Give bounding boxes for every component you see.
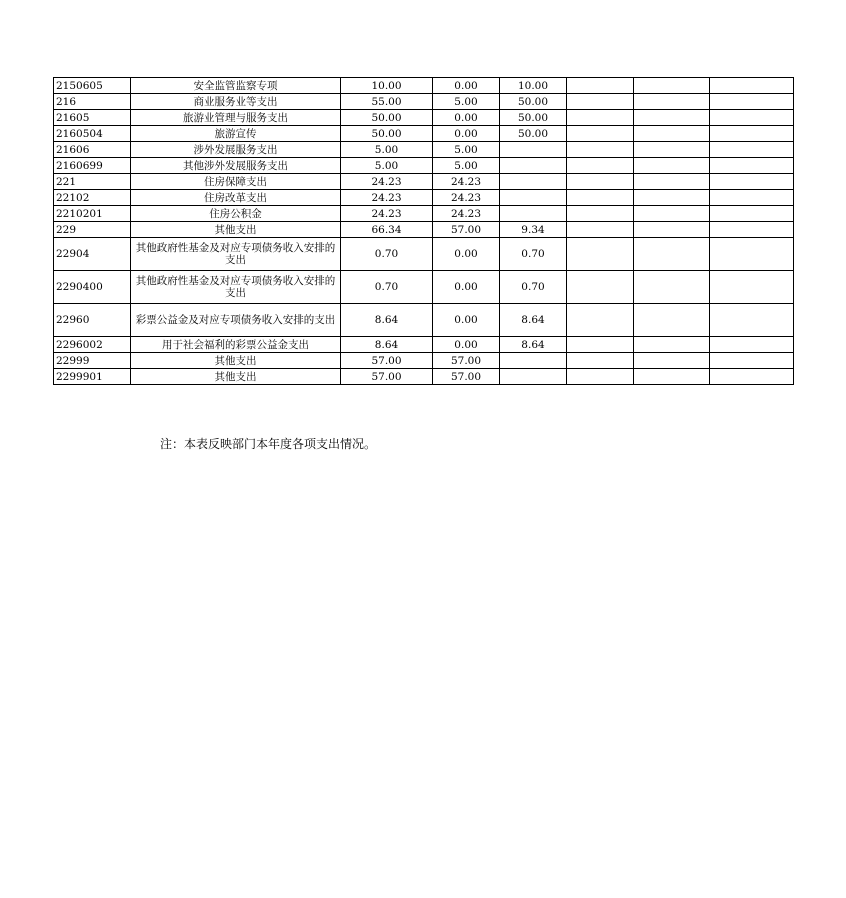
cell-empty (634, 142, 710, 158)
cell-project (500, 206, 567, 222)
cell-empty (567, 94, 634, 110)
cell-code: 21605 (54, 110, 131, 126)
cell-empty (710, 158, 794, 174)
cell-total: 0.70 (341, 238, 433, 271)
cell-empty (634, 369, 710, 385)
cell-code: 2299901 (54, 369, 131, 385)
table-row (54, 110, 794, 126)
cell-empty (634, 238, 710, 271)
cell-name: 商业服务业等支出 (131, 94, 341, 110)
cell-empty (710, 337, 794, 353)
cell-total: 57.00 (341, 369, 433, 385)
cell-empty (710, 238, 794, 271)
cell-empty (567, 78, 634, 94)
cell-name: 其他支出 (131, 222, 341, 238)
cell-total: 57.00 (341, 353, 433, 369)
cell-code: 2296002 (54, 337, 131, 353)
cell-total: 24.23 (341, 190, 433, 206)
table-row (54, 78, 794, 94)
cell-basic: 0.00 (433, 78, 500, 94)
cell-basic: 0.00 (433, 110, 500, 126)
cell-empty (634, 353, 710, 369)
cell-project (500, 190, 567, 206)
table-row (54, 353, 794, 369)
cell-code: 2160699 (54, 158, 131, 174)
cell-name: 住房改革支出 (131, 190, 341, 206)
cell-code: 21606 (54, 142, 131, 158)
cell-empty (567, 174, 634, 190)
cell-empty (634, 337, 710, 353)
table-row (54, 238, 794, 271)
cell-name: 安全监管监察专项 (131, 78, 341, 94)
cell-name: 旅游宣传 (131, 126, 341, 142)
cell-code: 229 (54, 222, 131, 238)
cell-empty (567, 126, 634, 142)
cell-basic: 57.00 (433, 369, 500, 385)
table-row (54, 94, 794, 110)
cell-project: 50.00 (500, 94, 567, 110)
cell-name: 其他政府性基金及对应专项债务收入安排的支出 (131, 271, 341, 304)
cell-project: 8.64 (500, 304, 567, 337)
cell-empty (634, 78, 710, 94)
cell-name: 其他涉外发展服务支出 (131, 158, 341, 174)
cell-name: 住房保障支出 (131, 174, 341, 190)
cell-empty (634, 190, 710, 206)
cell-project: 10.00 (500, 78, 567, 94)
table-row (54, 222, 794, 238)
cell-empty (634, 271, 710, 304)
table-row (54, 304, 794, 337)
cell-project (500, 353, 567, 369)
cell-basic: 0.00 (433, 126, 500, 142)
cell-empty (634, 222, 710, 238)
cell-project: 50.00 (500, 110, 567, 126)
cell-empty (567, 238, 634, 271)
cell-total: 8.64 (341, 304, 433, 337)
cell-empty (710, 206, 794, 222)
cell-total: 5.00 (341, 158, 433, 174)
cell-empty (710, 94, 794, 110)
cell-basic: 24.23 (433, 206, 500, 222)
cell-name: 彩票公益金及对应专项债务收入安排的支出 (131, 304, 341, 337)
table-row (54, 158, 794, 174)
cell-empty (567, 369, 634, 385)
cell-empty (567, 158, 634, 174)
cell-project (500, 158, 567, 174)
cell-empty (710, 304, 794, 337)
cell-empty (567, 206, 634, 222)
cell-name: 涉外发展服务支出 (131, 142, 341, 158)
cell-basic: 0.00 (433, 238, 500, 271)
cell-name: 住房公积金 (131, 206, 341, 222)
cell-empty (710, 369, 794, 385)
cell-project: 8.64 (500, 337, 567, 353)
cell-empty (567, 271, 634, 304)
cell-total: 50.00 (341, 126, 433, 142)
cell-code: 2210201 (54, 206, 131, 222)
cell-project (500, 369, 567, 385)
cell-basic: 5.00 (433, 142, 500, 158)
cell-total: 24.23 (341, 206, 433, 222)
table-row (54, 126, 794, 142)
cell-code: 22904 (54, 238, 131, 271)
cell-total: 10.00 (341, 78, 433, 94)
cell-empty (634, 110, 710, 126)
cell-basic: 57.00 (433, 222, 500, 238)
table-row (54, 174, 794, 190)
cell-code: 216 (54, 94, 131, 110)
cell-basic: 0.00 (433, 337, 500, 353)
table-row (54, 337, 794, 353)
table-row (54, 206, 794, 222)
cell-code: 22999 (54, 353, 131, 369)
cell-empty (567, 304, 634, 337)
cell-project: 9.34 (500, 222, 567, 238)
cell-project (500, 174, 567, 190)
cell-empty (567, 190, 634, 206)
cell-empty (634, 158, 710, 174)
table-row (54, 142, 794, 158)
table-row (54, 190, 794, 206)
cell-name: 其他政府性基金及对应专项债务收入安排的支出 (131, 238, 341, 271)
cell-name: 旅游业管理与服务支出 (131, 110, 341, 126)
cell-code: 2290400 (54, 271, 131, 304)
table-body (54, 78, 794, 385)
cell-empty (710, 222, 794, 238)
cell-empty (567, 337, 634, 353)
cell-empty (567, 222, 634, 238)
cell-project: 0.70 (500, 238, 567, 271)
table-row (54, 271, 794, 304)
cell-basic: 24.23 (433, 174, 500, 190)
cell-name: 其他支出 (131, 353, 341, 369)
cell-empty (710, 271, 794, 304)
cell-empty (710, 142, 794, 158)
cell-empty (567, 110, 634, 126)
cell-empty (710, 78, 794, 94)
cell-project: 0.70 (500, 271, 567, 304)
cell-empty (634, 206, 710, 222)
cell-code: 221 (54, 174, 131, 190)
cell-empty (634, 94, 710, 110)
cell-code: 22960 (54, 304, 131, 337)
cell-empty (710, 126, 794, 142)
cell-basic: 0.00 (433, 304, 500, 337)
cell-empty (710, 353, 794, 369)
cell-empty (634, 126, 710, 142)
cell-empty (710, 174, 794, 190)
table-row (54, 369, 794, 385)
cell-total: 24.23 (341, 174, 433, 190)
cell-basic: 57.00 (433, 353, 500, 369)
cell-total: 0.70 (341, 271, 433, 304)
cell-empty (567, 142, 634, 158)
cell-code: 2160504 (54, 126, 131, 142)
cell-empty (710, 190, 794, 206)
cell-total: 50.00 (341, 110, 433, 126)
expenditure-table (53, 77, 794, 385)
cell-basic: 24.23 (433, 190, 500, 206)
cell-empty (634, 174, 710, 190)
cell-total: 66.34 (341, 222, 433, 238)
cell-code: 22102 (54, 190, 131, 206)
cell-basic: 5.00 (433, 94, 500, 110)
cell-code: 2150605 (54, 78, 131, 94)
cell-project: 50.00 (500, 126, 567, 142)
cell-empty (710, 110, 794, 126)
cell-empty (567, 353, 634, 369)
cell-basic: 0.00 (433, 271, 500, 304)
cell-name: 其他支出 (131, 369, 341, 385)
cell-empty (634, 304, 710, 337)
table-note: 注：本表反映部门本年度各项支出情况。 (160, 437, 377, 451)
cell-project (500, 142, 567, 158)
cell-total: 8.64 (341, 337, 433, 353)
cell-total: 55.00 (341, 94, 433, 110)
cell-basic: 5.00 (433, 158, 500, 174)
cell-name: 用于社会福利的彩票公益金支出 (131, 337, 341, 353)
cell-total: 5.00 (341, 142, 433, 158)
